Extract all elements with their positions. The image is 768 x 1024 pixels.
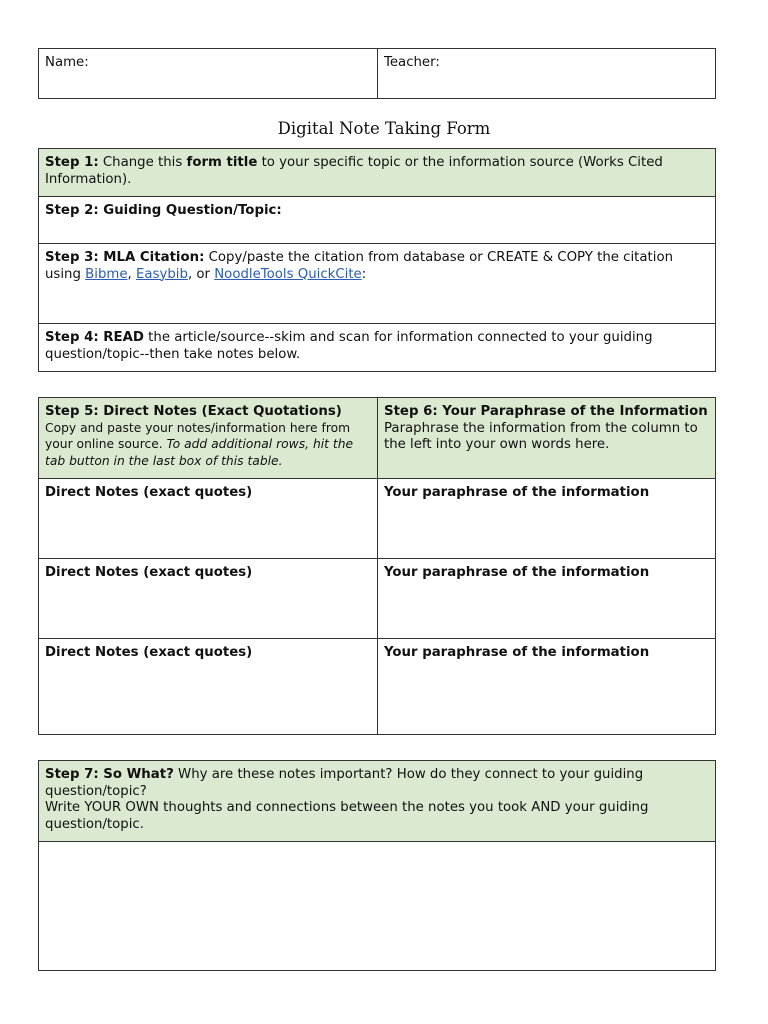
step3-sep1: , (127, 266, 137, 282)
paraphrase-cell[interactable] (378, 559, 716, 639)
notes-row (39, 639, 716, 735)
steps-table (38, 148, 716, 372)
step6-text: Paraphrase the information from the column to the left into your own words here. (384, 420, 698, 452)
teacher-label: Teacher: (384, 55, 440, 70)
step7-table (38, 760, 716, 971)
step2-label: Step 2: Guiding Question/Topic: (45, 203, 282, 218)
step6-label: Step 6: Your Paraphrase of the Information (384, 404, 708, 419)
paraphrase-label: Your paraphrase of the information (384, 565, 650, 580)
step3-sep2: , or (187, 266, 215, 282)
direct-notes-cell[interactable] (39, 559, 378, 639)
step4-text: the article/source--skim and scan for information connected to your guiding question/topic--then take notes below. (45, 330, 653, 362)
step7-text-b: Write YOUR OWN thoughts and connections between the notes you took AND your guiding question/topic. (45, 800, 649, 832)
easybib-link[interactable]: Easybib (136, 266, 188, 282)
form-title: Digital Note Taking Form (277, 119, 491, 138)
name-label: Name: (45, 55, 89, 70)
step4-label: Step 4: READ (45, 330, 144, 345)
notes-row (39, 559, 716, 639)
step5-text: Copy and paste your notes/information here from your online source. (45, 420, 351, 451)
direct-notes-cell[interactable] (39, 479, 378, 559)
step3-cell[interactable] (39, 244, 716, 324)
step1-label: Step 1: (45, 155, 99, 170)
noodletools-link[interactable]: NoodleTools QuickCite (214, 266, 362, 282)
paraphrase-label: Your paraphrase of the information (384, 485, 650, 500)
step3-text: Copy/paste the citation from database or CREATE & COPY the citation using (45, 250, 674, 282)
step7-text-a: Why are these notes important? How do they connect to your guiding question/topic? (45, 767, 644, 799)
bibme-link[interactable]: Bibme (85, 266, 128, 282)
step5-italic-text: To add additional rows, hit the tab button in the last box of this table. (45, 437, 354, 468)
step1-cell (39, 149, 716, 197)
step2-cell[interactable] (39, 197, 716, 244)
step1-form-title-text: form title (186, 155, 258, 170)
paraphrase-cell[interactable] (378, 479, 716, 559)
header-table (38, 48, 716, 99)
step1-text-b: to your specific topic or the information source (Works Cited Information). (45, 155, 663, 187)
step1-text-a: Change this (98, 155, 187, 170)
direct-notes-label: Direct Notes (exact quotes) (45, 565, 253, 580)
direct-notes-label: Direct Notes (exact quotes) (45, 485, 253, 500)
direct-notes-cell[interactable] (39, 639, 378, 735)
step3-colon: : (361, 266, 367, 282)
step3-label: Step 3: MLA Citation: (45, 250, 205, 265)
step7-response-cell[interactable] (39, 842, 716, 971)
step4-cell (39, 324, 716, 372)
name-field[interactable] (39, 49, 378, 99)
notes-table (38, 397, 716, 735)
direct-notes-label: Direct Notes (exact quotes) (45, 645, 253, 660)
paraphrase-label: Your paraphrase of the information (384, 645, 650, 660)
paraphrase-cell[interactable] (378, 639, 716, 735)
step7-label: Step 7: So What? (45, 767, 174, 782)
step5-header-cell (39, 398, 378, 479)
step5-label: Step 5: Direct Notes (Exact Quotations) (45, 404, 342, 419)
notes-row (39, 479, 716, 559)
teacher-field[interactable] (378, 49, 716, 99)
step7-header-cell (39, 761, 716, 842)
step6-header-cell (378, 398, 716, 479)
